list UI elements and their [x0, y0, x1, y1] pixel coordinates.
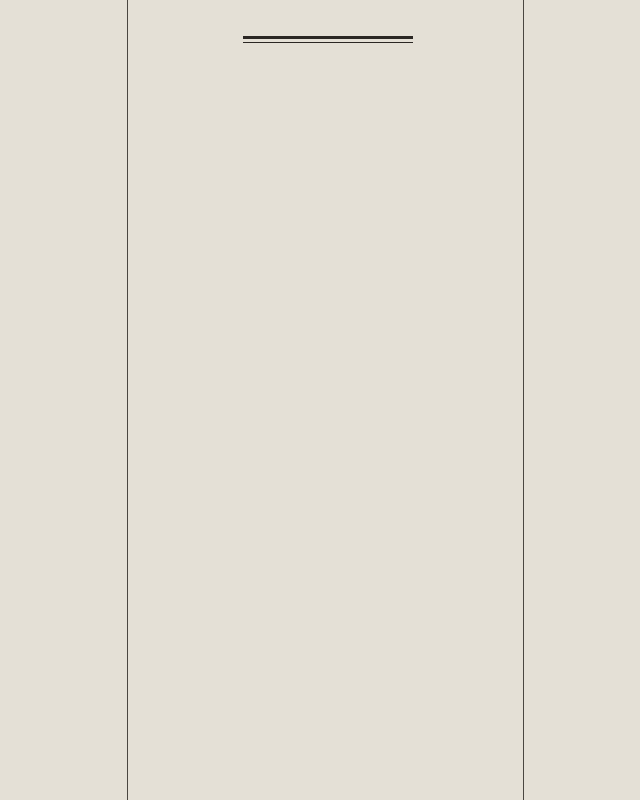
left-column	[0, 0, 124, 800]
right-column	[528, 0, 640, 800]
section-rule	[243, 36, 413, 39]
section-rule	[243, 42, 413, 43]
main-column	[133, 0, 520, 800]
column-rule-left	[127, 0, 128, 800]
column-rule-right	[523, 0, 524, 800]
